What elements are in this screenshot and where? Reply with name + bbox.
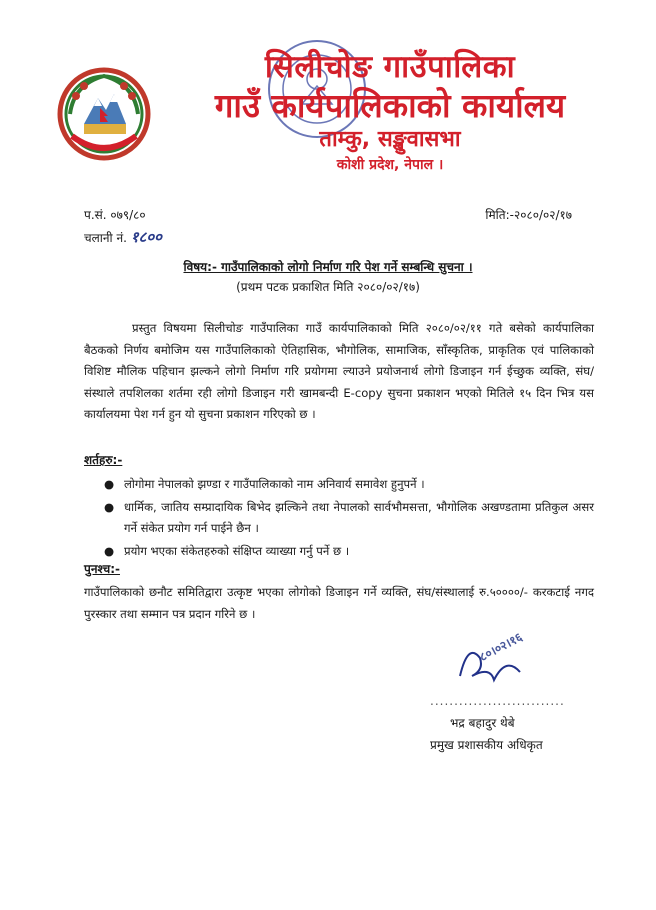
list-item: ● धार्मिक, जातिय सम्प्रादायिक बिभेद झल्किने तथा नेपालको सार्वभौमसत्ता, भौगोलिक अखण्डतामा प्रतिकुल असर गर्ने संकेत प्रयोग गर्न पाईने छैन । [104, 500, 594, 535]
handwritten-date: ८०।०२।१६ [476, 629, 525, 665]
list-item: ● लोगोमा नेपालको झण्डा र गाउँपालिकाको नाम अनिवार्य समावेश हुनुपर्ने । [104, 477, 425, 491]
patra-sankhya: प.सं. ०७९/८० [84, 208, 146, 222]
nepal-emblem-icon [54, 64, 154, 164]
municipality-name: सिलीचोङ गाउँपालिका [264, 49, 516, 85]
letterhead [170, 48, 610, 176]
conditions-label: शर्तहरु:- [84, 453, 123, 467]
province-line: कोशी प्रदेश, नेपाल । [336, 157, 444, 173]
signatory-name: भद्र बहादुर थेबे [450, 716, 515, 730]
office-name: गाउँ कार्यपालिकाको कार्यालय [214, 86, 566, 125]
subject-title: विषय:- गाउँपालिकाको लोगो निर्माण गरि पेश गर्ने सम्बन्धि सुचना । [183, 260, 473, 274]
postscript-label: पुनश्च:- [84, 562, 120, 576]
signatory-title: प्रमुख प्रशासकीय अधिकृत [430, 738, 543, 752]
notice-body: प्रस्तुत विषयमा सिलीचोङ गाउँपालिका गाउँ कार्यपालिकाको मिति २०८०/०२/११ गते बसेको कार्यपालिका बैठकको निर्णय बमोजिम यस गाउँपालिकाको ऐतिहासिक, भौगोलिक, सामाजिक, साँस्कृतिक, प्राकृतिक एवं पालिकाको विशिष्ट मौलिक पहिचान झल्कने लोगो निर्माण गरि प्रयोगमा ल्याउने प्रयोजनार्थ लोगो डिजाइन गर्न ईच्छुक व्यक्ति, संघ/संस्थाले तपशिलका शर्तमा रही लोगो डिजाइन गरी खामबन्दी E-copy सुचना प्रकाशन भएको मितिले १५ दिन भित्र यस कार्यालयमा पेश गर्न हुन यो सुचना प्रकाशन गरिएको छ । [84, 321, 594, 421]
subject-subtitle: (प्रथम पटक प्रकाशित मिति २०८०/०२/१७) [236, 280, 420, 294]
chalani-line [84, 226, 162, 249]
list-item: ● प्रयोग भएका संकेतहरुको संक्षिप्त व्याख्या गर्नु पर्ने छ । [104, 544, 350, 558]
issue-date: मिति:-२०८०/०२/१७ [485, 208, 572, 222]
signature-line: ............................ [430, 694, 565, 708]
chalani-number: १८०० [130, 228, 162, 246]
signatory-block [430, 690, 610, 756]
postscript-text: गाउँपालिकाको छनौट समितिद्वारा उत्कृष्ट भएका लोगोको डिजाइन गर्ने व्यक्ति, संघ/संस्थालाई रु.५००००/- करकटाई नगद पुरस्कार तथा सम्मान पत्र प्रदान गरिने छ । [84, 585, 594, 621]
reference-block [84, 204, 162, 249]
chalani-label: चलानी नं. [84, 231, 127, 245]
office-address: ताम्कु, सङ्खुवासभा [319, 127, 461, 152]
conditions-list [104, 474, 594, 564]
subject-block [0, 257, 656, 297]
